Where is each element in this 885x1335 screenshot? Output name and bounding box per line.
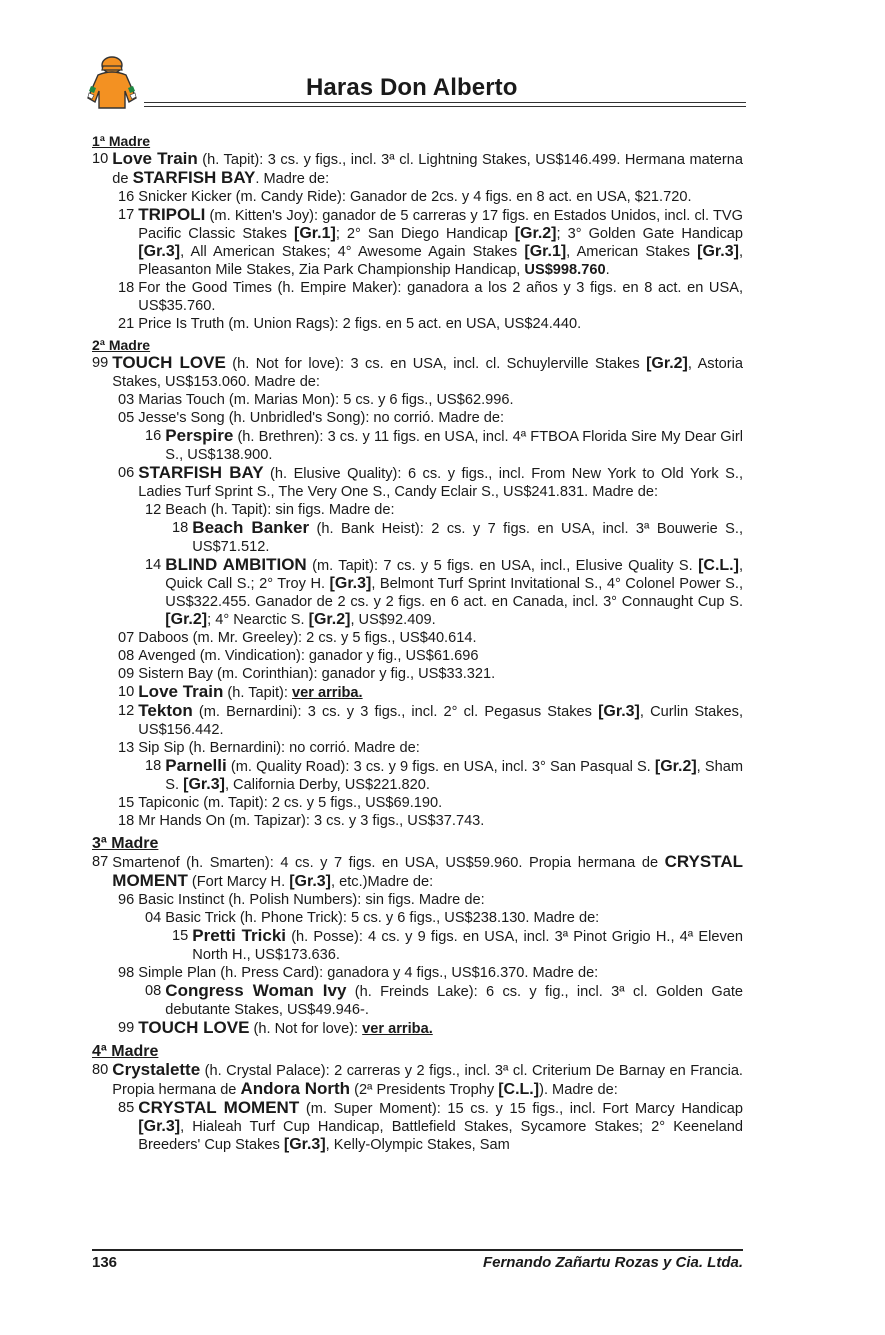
section-heading: 2ª Madre xyxy=(92,337,151,353)
grade-badge: [Gr.3] xyxy=(289,873,331,890)
horse-name: Pretti Tricki xyxy=(192,926,287,945)
page-title: Haras Don Alberto xyxy=(306,74,518,101)
list-item: 07 Daboos (m. Mr. Greeley): 2 cs. y 5 figs., US$40.614. xyxy=(118,630,477,646)
horse-name: STARFISH BAY xyxy=(138,463,264,482)
horse-name: TRIPOLI xyxy=(138,205,206,224)
grade-badge: [Gr.2] xyxy=(165,611,208,628)
section-heading: 1ª Madre xyxy=(92,133,151,149)
section-second-dam xyxy=(92,337,743,830)
grade-badge: [C.L.] xyxy=(498,1081,540,1098)
jockey-silks-icon xyxy=(84,52,140,110)
page-footer xyxy=(92,1249,743,1271)
grade-badge: [C.L.] xyxy=(698,557,739,574)
grade-badge: [Gr.1] xyxy=(294,225,336,242)
page-header xyxy=(84,52,746,112)
header-rule xyxy=(144,106,746,107)
list-item: 08 Avenged (m. Vindication): ganador y fig., US$61.696 xyxy=(118,648,479,664)
list-item: 15 Pretti Tricki (h. Posse): 4 cs. y 9 figs. en USA, incl. 3ª Pinot Grigio H., 4ª Eleven North H., US$173.636. xyxy=(172,926,743,963)
grade-badge: [Gr.3] xyxy=(138,1118,181,1135)
list-item: 14 BLIND AMBITION (m. Tapit): 7 cs. y 5 figs. en USA, incl., Elusive Quality S. [C.L.], Quick Call S.; 2° Troy H. [Gr.3], Belmont Turf Sprint Invitational S., 4° Colonel Power S., US$322.455. Ganador de 2 cs. y 2 figs. en 6 act. en Canada, incl. 3° Connaught Cup S. [Gr.2]; 4° Nearctic S. [Gr.2], US$92.409. xyxy=(145,555,744,628)
grade-badge: [Gr.3] xyxy=(138,243,181,260)
grade-badge: [Gr.3] xyxy=(183,776,225,793)
list-item: 99 TOUCH LOVE (h. Not for love): 3 cs. en USA, incl. cl. Schuylerville Stakes [Gr.2], Astoria Stakes, US$153.060. Madre de: xyxy=(92,353,743,390)
list-item: 09 Sistern Bay (m. Corinthian): ganador y fig., US$33.321. xyxy=(118,666,496,682)
horse-name: Congress Woman Ivy xyxy=(165,981,347,1000)
grade-badge: [Gr.2] xyxy=(514,225,557,242)
grade-badge: [Gr.1] xyxy=(524,243,567,260)
horse-name: Love Train xyxy=(138,682,224,701)
list-item: 85 CRYSTAL MOMENT (m. Super Moment): 15 cs. y 15 figs., incl. Fort Marcy Handicap [Gr.3], Hialeah Turf Cup Handicap, Battlefield Stakes, Sycamore Stakes; 2° Keeneland Breeders' Cup Stakes [Gr.3], Kelly-Olympic Stakes, Sam xyxy=(118,1098,743,1153)
list-item: 18 Parnelli (m. Quality Road): 3 cs. y 9 figs. en USA, incl. 3° San Pasqual S. [Gr.2], Sham S. [Gr.3], California Derby, US$221.820. xyxy=(145,756,743,793)
list-item: 18 Beach Banker (h. Bank Heist): 2 cs. y 7 figs. en USA, incl. 3ª Bouwerie S., US$71.512. xyxy=(172,518,743,555)
list-item: 99 TOUCH LOVE (h. Not for love): ver arriba. xyxy=(118,1018,433,1037)
list-item: 15 Tapiconic (m. Tapit): 2 cs. y 5 figs., US$69.190. xyxy=(118,795,443,811)
earnings: US$998.760 xyxy=(524,262,606,278)
list-item: 21 Price Is Truth (m. Union Rags): 2 figs. en 5 act. en USA, US$24.440. xyxy=(118,316,582,332)
horse-name: Crystalette xyxy=(112,1060,201,1079)
horse-name: CRYSTAL MOMENT xyxy=(138,1098,300,1117)
horse-name: Perspire xyxy=(165,426,234,445)
section-third-dam xyxy=(92,834,743,1038)
list-item: 17 TRIPOLI (m. Kitten's Joy): ganador de 5 carreras y 17 figs. en Estados Unidos, incl. cl. TVG Pacific Classic Stakes [Gr.1]; 2° San Diego Handicap [Gr.2]; 3° Golden Gate Handicap [Gr.3], All American Stakes; 4° Awesome Again Stakes [Gr.1], American Stakes [Gr.3], Pleasanton Mile Stakes, Zia Park Championship Handicap, US$998.760. xyxy=(118,205,743,278)
list-item: 18 For the Good Times (h. Empire Maker): ganadora a los 2 años y 3 figs. en 8 act. en USA, US$35.760. xyxy=(118,280,743,314)
horse-name: Andora North xyxy=(240,1079,351,1098)
horse-name: Beach Banker xyxy=(192,518,310,537)
list-item: 80 Crystalette (h. Crystal Palace): 2 carreras y 2 figs., incl. 3ª cl. Criterium De Barnay en Francia. Propia hermana de Andora North (2ª Presidents Trophy [C.L.]). Madre de: xyxy=(92,1060,743,1098)
grade-badge: [Gr.3] xyxy=(598,703,640,720)
horse-name: BLIND AMBITION xyxy=(165,555,307,574)
list-item: 87 Smartenof (h. Smarten): 4 cs. y 7 figs. en USA, US$59.960. Propia hermana de CRYSTAL MOMENT (Fort Marcy H. [Gr.3], etc.)Madre de: xyxy=(92,852,743,890)
publisher-name: Fernando Zañartu Rozas y Cia. Ltda. xyxy=(482,1254,743,1271)
header-rule xyxy=(144,102,746,103)
horse-name: TOUCH LOVE xyxy=(112,353,226,372)
list-item: 10 Love Train (h. Tapit): 3 cs. y figs., incl. 3ª cl. Lightning Stakes, US$146.499. Hermana materna de STARFISH BAY. Madre de: xyxy=(92,149,743,187)
list-item: 12 Tekton (m. Bernardini): 3 cs. y 3 figs., incl. 2° cl. Pegasus Stakes [Gr.3], Curlin Stakes, US$156.442. xyxy=(118,701,744,738)
horse-name: Parnelli xyxy=(165,756,227,775)
horse-name: Tekton xyxy=(138,701,193,720)
list-item: 06 STARFISH BAY (h. Elusive Quality): 6 cs. y figs., incl. From New York to Old York S., Ladies Turf Sprint S., The Very One S., Candy Eclair S., US$241.831. Madre de: xyxy=(118,463,744,500)
list-item: 12 Beach (h. Tapit): sin figs. Madre de: xyxy=(145,502,395,518)
horse-name: CRYSTAL MOMENT xyxy=(112,852,743,890)
grade-badge: [Gr.3] xyxy=(697,243,739,260)
pedigree-body xyxy=(92,133,743,1154)
section-heading: 4ª Madre xyxy=(92,1043,159,1060)
grade-badge: [Gr.3] xyxy=(283,1136,326,1153)
grade-badge: [Gr.2] xyxy=(646,355,688,372)
list-item: 16 Perspire (h. Brethren): 3 cs. y 11 figs. en USA, incl. 4ª FTBOA Florida Sire My Dear Girl S., US$138.900. xyxy=(145,426,743,463)
grade-badge: [Gr.2] xyxy=(308,611,351,628)
section-fourth-dam xyxy=(92,1042,743,1154)
see-above-link[interactable]: ver arriba. xyxy=(362,1021,433,1037)
horse-name: Love Train xyxy=(112,149,198,168)
section-heading: 3ª Madre xyxy=(92,835,159,852)
grade-badge: [Gr.2] xyxy=(654,758,697,775)
section-first-dam xyxy=(92,133,743,333)
list-item: 08 Congress Woman Ivy (h. Freinds Lake): 6 cs. y fig., incl. 3ª cl. Golden Gate debutante Stakes, US$49.946-. xyxy=(145,981,743,1018)
list-item: 13 Sip Sip (h. Bernardini): no corrió. Madre de: xyxy=(118,740,420,756)
grade-badge: [Gr.3] xyxy=(329,575,372,592)
year: 10 xyxy=(92,151,113,167)
list-item: 04 Basic Trick (h. Phone Trick): 5 cs. y 6 figs., US$238.130. Madre de: xyxy=(145,910,600,926)
horse-name: STARFISH BAY xyxy=(132,168,256,187)
list-item: 10 Love Train (h. Tapit): ver arriba. xyxy=(118,682,363,701)
list-item: 16 Snicker Kicker (m. Candy Ride): Ganador de 2cs. y 4 figs. en 8 act. en USA, $21.720. xyxy=(118,189,692,205)
see-above-link[interactable]: ver arriba. xyxy=(292,685,363,701)
list-item: 96 Basic Instinct (h. Polish Numbers): sin figs. Madre de: xyxy=(118,892,485,908)
list-item: 18 Mr Hands On (m. Tapizar): 3 cs. y 3 figs., US$37.743. xyxy=(118,813,485,829)
list-item: 05 Jesse's Song (h. Unbridled's Song): no corrió. Madre de: xyxy=(118,410,505,426)
list-item: 98 Simple Plan (h. Press Card): ganadora y 4 figs., US$16.370. Madre de: xyxy=(118,965,599,981)
horse-name: TOUCH LOVE xyxy=(138,1018,250,1037)
page-number: 136 xyxy=(92,1254,118,1271)
list-item: 03 Marias Touch (m. Marias Mon): 5 cs. y 6 figs., US$62.996. xyxy=(118,392,514,408)
